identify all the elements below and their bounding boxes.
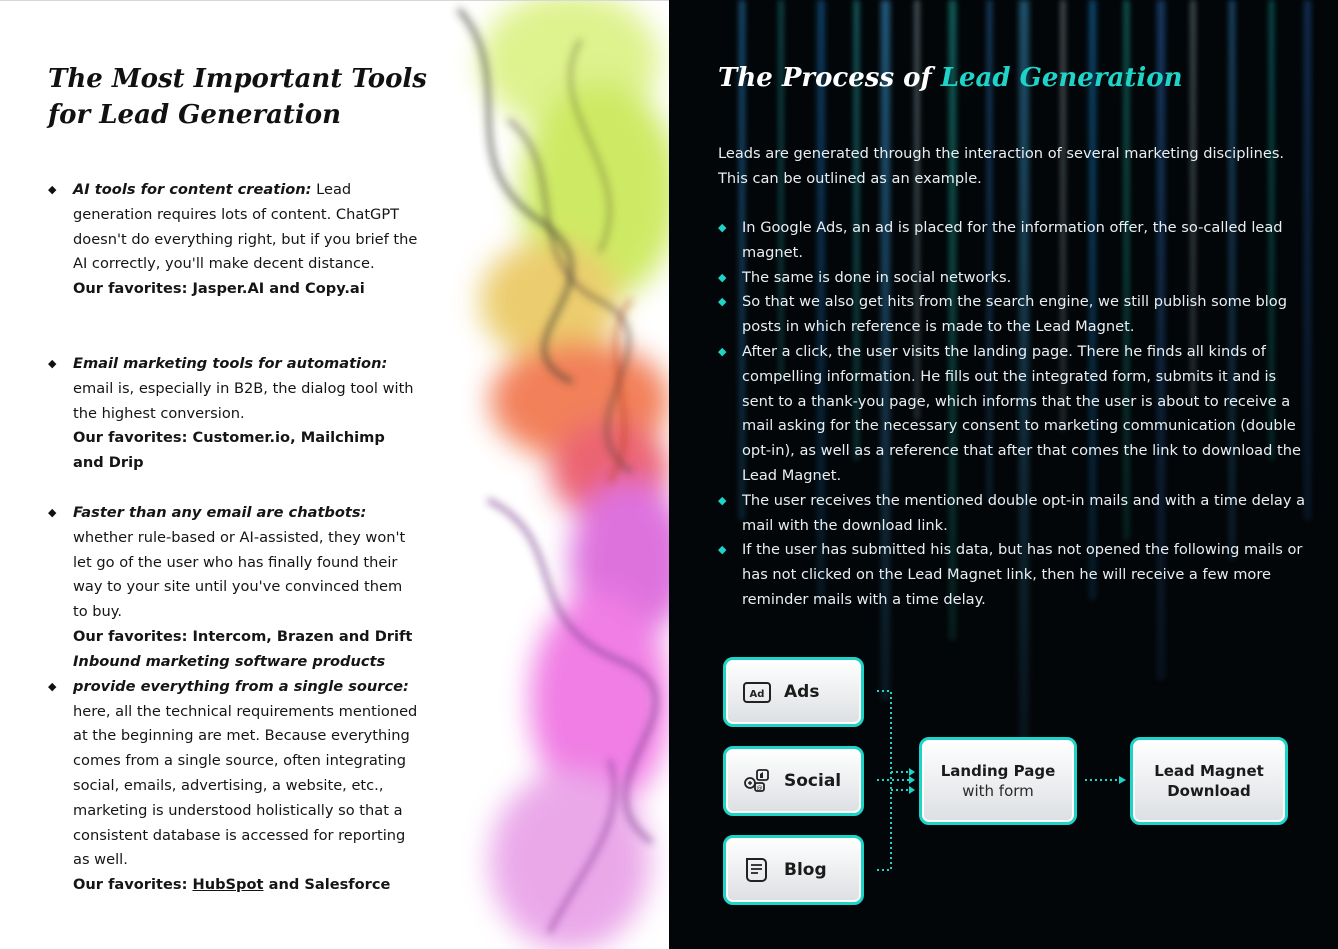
svg-text:Ad: Ad — [749, 689, 765, 700]
right-page-title: The Process of Lead Generation — [718, 63, 1183, 93]
ads-node — [723, 657, 864, 727]
social-icon — [742, 766, 772, 796]
diamond-bullet-icon: ◆ — [718, 295, 727, 309]
tool-favorites: Our favorites: HubSpot and Salesforce — [73, 876, 391, 894]
blog-label: Blog — [784, 860, 827, 880]
tool-favorites: Our favorites: Customer.io, Mailchimp and Drip — [73, 429, 385, 472]
social-node — [723, 746, 864, 816]
hubspot-link[interactable]: HubSpot — [192, 876, 264, 894]
tool-heading: Faster than any email are chatbots: — [73, 504, 367, 521]
social-label: Social — [784, 771, 842, 791]
right-page — [669, 0, 1338, 949]
process-step: ◆ The user receives the mentioned double opt-in mails and with a time delay a mail with the download link. — [718, 489, 1308, 539]
tool-favorites: Our favorites: Intercom, Brazen and Drift — [73, 627, 413, 645]
blog-node — [723, 835, 864, 905]
tool-item — [48, 178, 420, 302]
landing-page-label: Landing Page — [940, 762, 1056, 780]
lead-magnet-node — [1130, 737, 1288, 825]
diamond-bullet-icon: ◆ — [48, 357, 57, 370]
svg-text:@: @ — [756, 785, 763, 792]
tool-item — [48, 352, 420, 476]
left-page-title: The Most Important Tools for Lead Generation — [48, 64, 427, 130]
lead-magnet-label: Lead Magnet — [1154, 762, 1264, 780]
process-step: ◆ In Google Ads, an ad is placed for the information offer, the so-called lead magnet. — [718, 216, 1308, 266]
tool-description: whether rule-based or AI-assisted, they won't let go of the user who has finally found their way to your site until you've convinced them to buy. — [73, 528, 406, 621]
ad-icon — [742, 677, 772, 707]
tool-description: Lead generation requires lots of content. ChatGPT doesn't do everything right, but if you brief the AI correctly, you'll make decent distance. — [73, 181, 418, 273]
tool-heading: Email marketing tools for automation: — [73, 355, 388, 372]
diamond-bullet-icon: ◆ — [48, 680, 57, 693]
tool-description: here, all the technical requirements mentioned at the beginning are met. Because everything comes from a single source, often integrating social, emails, advertising, a website, etc., marketing is understood holistically so that a consistent database is accessed for reporting as well. — [73, 702, 418, 869]
colored-smoke-image — [430, 1, 669, 949]
diamond-bullet-icon: ◆ — [48, 183, 57, 196]
tool-heading: AI tools for content creation: — [73, 181, 312, 198]
process-steps-list — [718, 216, 1308, 613]
diamond-bullet-icon: ◆ — [718, 221, 727, 234]
diamond-bullet-icon: ◆ — [718, 493, 727, 507]
process-step: ◆ The same is done in social networks. — [718, 266, 1308, 291]
blog-icon — [742, 855, 772, 885]
diamond-bullet-icon: ◆ — [718, 543, 727, 557]
tool-favorites: Our favorites: Jasper.AI and Copy.ai — [73, 280, 365, 298]
process-step: ◆ So that we also get hits from the search engine, we still publish some blog posts in which reference is made to the Lead Magnet. — [718, 290, 1308, 340]
intro-paragraph: Leads are generated through the interaction of several marketing disciplines. This can be outlined as an example. — [718, 145, 1285, 187]
process-step: ◆ If the user has submitted his data, but has not opened the following mails or has not clicked on the Lead Magnet link, then he will receive a few more reminder mails with a time delay. — [718, 538, 1308, 612]
landing-page-sublabel: with form — [962, 782, 1034, 800]
landing-page-node — [919, 737, 1077, 825]
diamond-bullet-icon: ◆ — [48, 506, 57, 519]
tool-item — [48, 650, 420, 898]
diamond-bullet-icon: ◆ — [718, 270, 727, 284]
tool-heading: Inbound marketing software products provide everything from a single source: — [73, 653, 409, 695]
tool-description: email is, especially in B2B, the dialog tool with the highest conversion. — [73, 379, 414, 422]
lead-magnet-sublabel: Download — [1167, 782, 1251, 800]
lead-generation-diagram — [669, 650, 1338, 920]
diamond-bullet-icon: ◆ — [718, 344, 727, 358]
tool-item — [48, 501, 420, 650]
ads-label: Ads — [784, 682, 820, 702]
process-step: ◆ After a click, the user visits the landing page. There he finds all kinds of compelling information. He fills out the integrated form, submits it and is sent to a thank-you page, which informs that the user is about to receive a mail asking for the necessary consent to marketing communication (double opt-in), as well as a reference that after that comes the link to download the Lead Magnet. — [718, 340, 1308, 489]
